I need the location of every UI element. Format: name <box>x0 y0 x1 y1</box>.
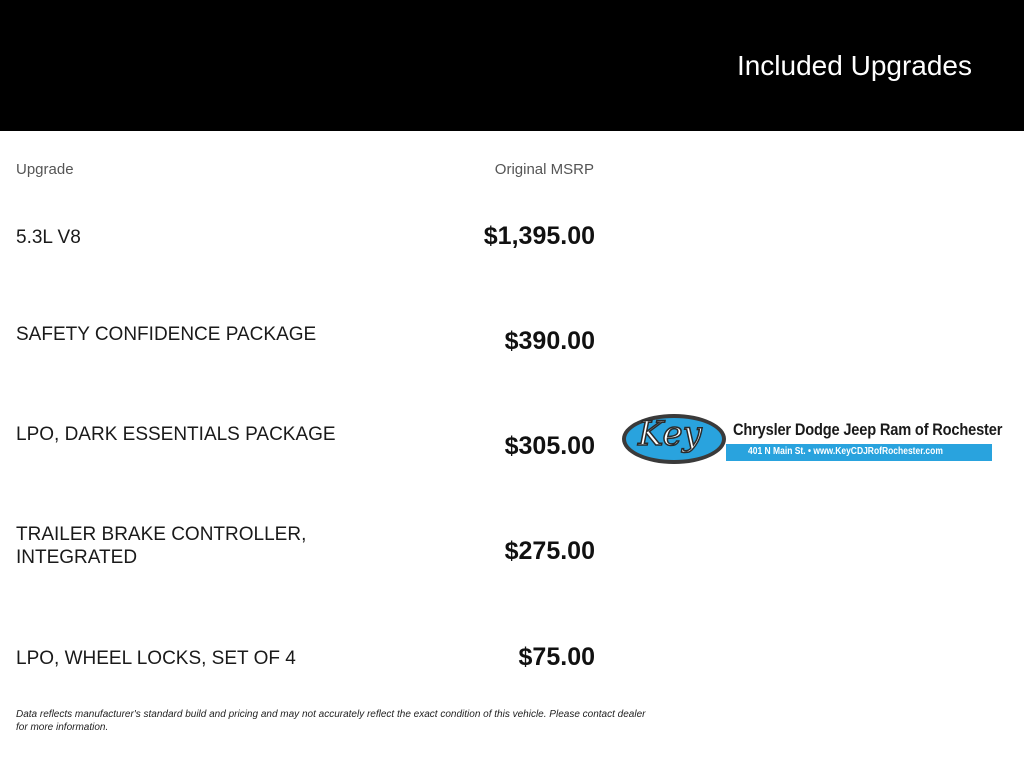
upgrade-price: $305.00 <box>504 432 595 460</box>
column-header-upgrade: Upgrade <box>16 161 74 178</box>
header-bar <box>0 0 1024 131</box>
upgrade-price: $275.00 <box>504 537 595 565</box>
page-title: Included Upgrades <box>736 50 972 81</box>
upgrade-name: LPO, DARK ESSENTIALS PACKAGE <box>16 424 336 445</box>
logo-key-mark: Key <box>638 414 702 454</box>
dealer-name: Chrysler Dodge Jeep Ram of Rochester <box>733 420 1003 439</box>
upgrade-name: SAFETY CONFIDENCE PACKAGE <box>16 324 317 345</box>
upgrade-price: $75.00 <box>518 643 595 671</box>
upgrade-name: LPO, WHEEL LOCKS, SET OF 4 <box>16 648 296 669</box>
upgrade-name: 5.3L V8 <box>16 227 81 248</box>
upgrade-price: $1,395.00 <box>483 222 595 250</box>
dealer-address: 401 N Main St. • www.KeyCDJRofRochester.com <box>748 446 943 457</box>
disclaimer-text: Data reflects manufacturer's standard build and pricing and may not accurately reflect the exact condition of this vehicle. Please contact dealer for more information. <box>16 709 646 733</box>
dealer-logo <box>618 410 1003 472</box>
upgrade-name: TRAILER BRAKE CONTROLLER, INTEGRATED <box>16 524 307 568</box>
upgrade-price: $390.00 <box>504 327 595 355</box>
column-header-msrp: Original MSRP <box>494 161 594 178</box>
